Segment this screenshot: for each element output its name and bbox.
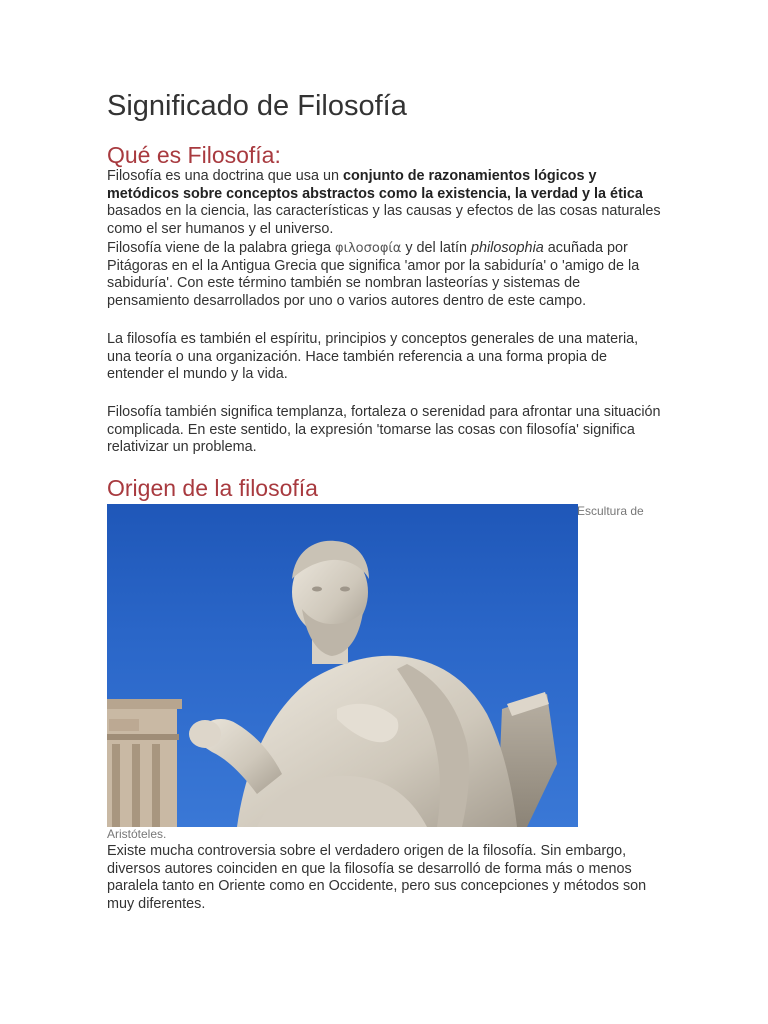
bold-text: conjunto de razonamientos lógicos y metódicos sobre conceptos abstractos como la existencia, la verdad y la ética: [107, 168, 643, 202]
image-caption-end: Aristóteles.: [107, 827, 167, 841]
statue-photo: [107, 504, 578, 827]
paragraph-etymology: [107, 240, 662, 310]
page-title: Significado de Filosofía: [107, 90, 407, 122]
paragraph-origen: Existe mucha controversia sobre el verdadero origen de la filosofía. Sin embargo, diversos autores coinciden en que la filosofía se desarrolló de forma más o menos paralela tanto en Oriente como en Occidente, pero sus concepciones y métodos son muy diferentes.: [107, 843, 647, 912]
section-heading-que-es: Qué es Filosofía:: [107, 142, 281, 168]
paragraph-templanza: Filosofía también significa templanza, fortaleza o serenidad para afrontar una situación complicada. En este sentido, la expresión 'tomarse las cosas con filosofía' significa relativizar un problema.: [107, 404, 661, 456]
paragraph-spirit: La filosofía es también el espíritu, principios y conceptos generales de una materia, una teoría o una organización. Hace también referencia a una forma propia de entender el mundo y la vida.: [107, 331, 639, 383]
greek-word: φιλοσοφία: [335, 241, 402, 256]
image-caption-start: Escultura de: [577, 504, 644, 518]
statue-illustration: [107, 504, 578, 827]
text-run: basados en la ciencia, las características y las causas y efectos de las cosas naturales como el ser humanos y el universo.: [107, 203, 661, 237]
building-column: [107, 699, 182, 827]
paragraph-definition: [107, 168, 662, 238]
text-run: Filosofía es una doctrina que usa un: [107, 168, 343, 184]
latin-word: philosophia: [470, 240, 544, 256]
text-run: y del latín: [401, 240, 471, 256]
section-heading-origen: Origen de la filosofía: [107, 475, 318, 501]
statue-figure: [189, 541, 517, 827]
text-run: Filosofía viene de la palabra griega: [107, 240, 335, 256]
text-run: acuñada por Pitágoras en el la Antigua Grecia que significa 'amor por la sabiduría' o 'amigo de la sabiduría'. Con este término también se nombran lasteorías y sistemas de pensamiento desarrollados por uno o varios autores dentro de este campo.: [107, 240, 640, 309]
